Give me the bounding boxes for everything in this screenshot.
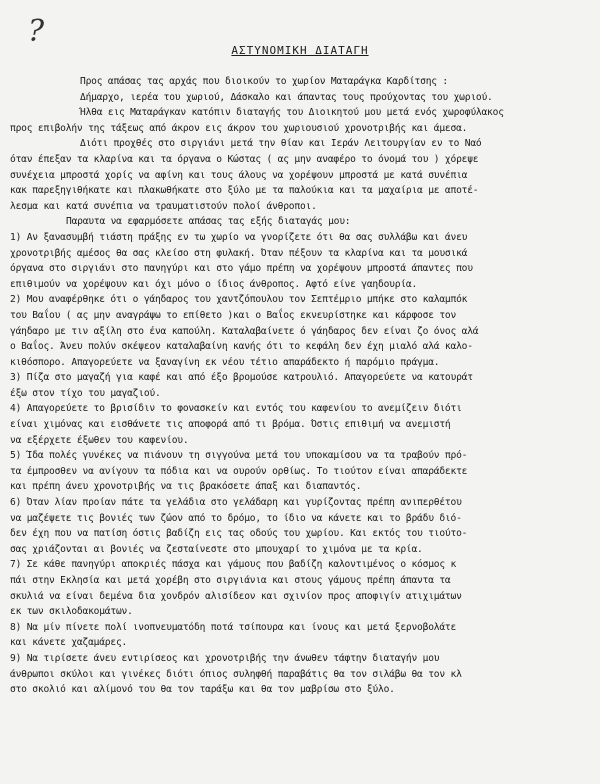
text-line: ο Βαΐος. Άνευ πολύν σκέψεον καταλαβαίνη κανής ότι το κεφάλη δεν έχη μιαλό αλά καλο- <box>10 341 473 353</box>
text-line: 1) Αν ξανασυμβή τιάστη πράξης εν τω χωρίο να γνορίζετε ότι θα σας συλλάβω και άνευ <box>10 231 468 243</box>
handwritten-corner-mark: ? <box>28 14 43 49</box>
document-body <box>10 74 594 698</box>
text-line: όταν έπεξαν τα κλαρίνα και τα όργανα ο Κώστας ( ας μην αναφέρο το όνομά του ) χόρεψε <box>10 153 479 165</box>
text-line: χρονοτριβής αμέσος θα σας κλείσο στη φυλακή. Όταν πέξουν τα κλαρίνα και τα μουσικά <box>10 247 468 259</box>
text-line: 8) Να μίν πίνετε πολί ινοπνευματόδη ποτά τσίπουρα και ίνους και μετά ξερνοβολάτε <box>10 621 457 633</box>
text-line: κακ παρεξηγιθήκατε και πλακωθήκατε στο ξύλο με τα παλούκια και τα μαχαίρια με αποτέ- <box>10 185 479 197</box>
text-line: γάηδαρο με τιν αξίλη στο ένα καπούλη. Καταλαβαίνετε ό γάηδαρος δεν είναι ζο όνος αλά <box>10 325 479 337</box>
text-line: τα έμπροσθεν να ανίγουν τα πόδια και να ουρούν ορθίως. Το τιούτον είναι απαράδεκτε <box>10 465 468 477</box>
text-line: Δήμαρχο, ιερέα του χωριού, Δάσκαλο και άπαντας τους προύχοντας του χωριού. <box>80 91 493 103</box>
text-line: είναι χιμόνας και εισθάνετε τις αποφορά από τι βρόμα. Όστις επιθιμή να ανεμιστή <box>10 419 451 431</box>
text-line: συνέχεια μπροστά χορίς να αφίνη και τους άλους να χορέψουν μπροστά με κατά συνέπια <box>10 169 468 181</box>
text-line: σκυλιά να είναι δεμένα δια χονδρόν αλισίδεον και σχινίον προς αποφιγίν ατιχιμάτων <box>10 590 462 602</box>
text-line: 3) Πίζα στο μαγαζή για καφέ και από έξο βρομούσε κατρουλιό. Απαγορεύετε να κατουράτ <box>10 372 473 384</box>
text-line: έξω στον τίχο του μαγαζιού. <box>10 387 161 399</box>
text-line: εκ των σκιλοδακομάτων. <box>10 606 133 618</box>
text-line: επιθιμούν να χορέψουν και όχι μόνο ο ίδιος άνθροπος. Αφτό είνε γαηδουρία. <box>10 278 418 290</box>
text-line: του Βαΐου ( ας μην αναγράψω το επίθετο )και ο Βαΐος εκνευρίστηκε και κάρφοσε τον <box>10 309 457 321</box>
text-line: λεσμα και κατά συνέπια να τραυματιστούν πολοί άνθροποι. <box>10 200 317 212</box>
text-line: 2) Μου αναφέρθηκε ότι ο γάηδαρος του χαντζόπουλου τον Σεπτέμριο μπήκε στο καλαμπόκ <box>10 294 468 306</box>
text-line: Ήλθα εις Ματαράγκαν κατόπιν διαταγής του Διοικητού μου μετά ενός χωροφύλακος <box>80 107 504 119</box>
text-line: Παραυτα να εφαρμόσετε απάσας τας εξής διαταγάς μου: <box>66 216 351 228</box>
text-line: Προς απάσας τας αρχάς που διοικούν το χωρίον Ματαράγκα Καρδίτσης : <box>80 76 449 87</box>
text-line: Διότι προχθές στο σιργιάνι μετά την θίαν και Ιεράν Λειτουργίαν εν το Ναό <box>80 138 482 150</box>
text-line: να εξέρχετε έξωθεν του καφενίου. <box>10 434 189 446</box>
text-line: 5) Ίδα πολές γυνέκες να πιάνουν τη σιγγούνα μετά του υποκαμίσου να τα τραβούν πρό- <box>10 450 468 462</box>
text-line: άνθρωποι σκύλοι και γινέκες διότι όπιος συληφθή παραβάτις θα τον σιλάβω θα τον κλ <box>10 668 462 680</box>
text-line: δεν έχη που να πατίση όστις βαδίζη εις τας οδούς του χωρίου. Και εκτός του τιούτο- <box>10 528 468 540</box>
text-line: 7) Σε κάθε πανηγύρι αποκριές πάσχα και γάμους που βαδίζη καλοντιμένος ο κόσμος κ <box>10 559 457 571</box>
text-line: στο σκολιό και αλίμονό του θα τον ταράξω και θα τον μαβρίσω στο ξύλο. <box>10 684 395 696</box>
text-line: προς επιβολήν της τάξεως από άκρον εις άκρον του χωριουσιού χρονοτριβής και άμεσα. <box>10 122 468 134</box>
text-line: να μαζέψετε τις βονιές των ζώον από το δρόμο, το ίδιο να κάνετε και το βράδυ διό- <box>10 512 462 524</box>
text-line: και κάνετε χαζαμάρες. <box>10 637 128 649</box>
text-line: και πρέπη άνευ χρονοτριβής να τις βρακόσετε άπαξ και διαπαντός. <box>10 481 362 493</box>
text-line: σας χριάζονται αι βονιές να ζεσταίνεστε στο μπουχαρί το χιμόνα με τα κρία. <box>10 543 423 555</box>
text-line: όργανα στο σιργιάνι στο πανηγύρι και στο γάμο πρέπη να χορέψουν μπροστά άπαντες που <box>10 263 473 275</box>
text-line: 6) Όταν λίαν προίαν πάτε τα γελάδια στο γελάδαρη και γυρίζοντας πρέπη ανιπερθέτου <box>10 497 462 509</box>
text-line: κιθόσπορο. Απαγορεύετε να ξαναγίνη εκ νέου τέτιο απαράδεκτο ή παρόμιο πράγμα. <box>10 356 440 368</box>
text-line: πάι στην Εκλησία και μετά χορέβη στο σιργιάνια και στους γάμους πρέπη άπαντα τα <box>10 575 451 586</box>
document-title: ΑΣΤΥΝΟΜΙΚΗ ΔΙΑΤΑΓΗ <box>231 44 369 57</box>
text-line: 4) Απαγορεύετε το βρισίδιν το φονασκείν και εντός του καφενίου το ανεμίζειν διότι <box>10 403 462 415</box>
text-line: 9) Να τιρίσετε άνευ εντιρίσεος και χρονοτριβής την άνωθεν τάφτην διαταγήν μου <box>10 652 440 664</box>
